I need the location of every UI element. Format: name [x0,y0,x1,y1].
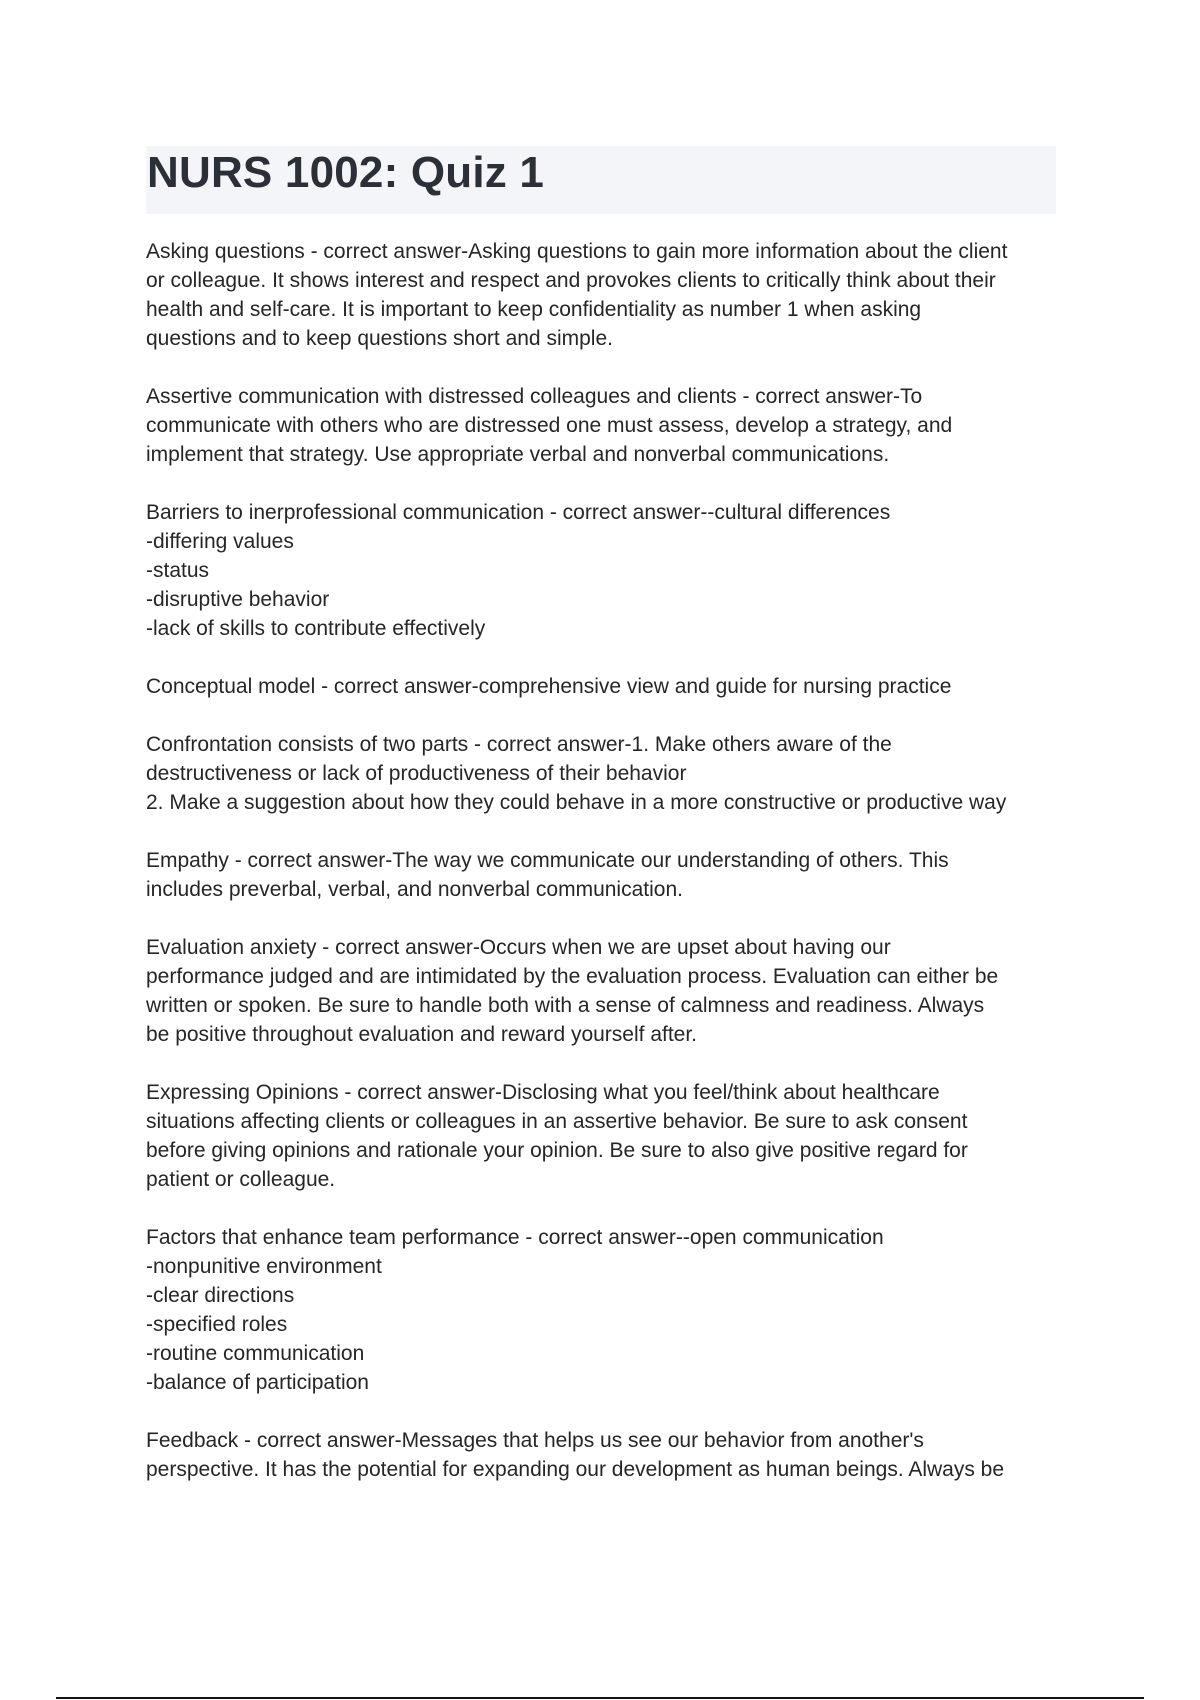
entry-line: Feedback - correct answer-Messages that helps us see our behavior from another's [146,1429,924,1452]
qa-entry-confrontation [146,730,1066,817]
entry-line: perspective. It has the potential for expanding our development as human beings. Always be [146,1458,1005,1481]
entry-line: -specified roles [146,1313,288,1336]
footer-divider [56,1697,1144,1699]
qa-entry-expressing-opinions [146,1078,1066,1194]
entry-line: patient or colleague. [146,1168,336,1191]
entry-line: communicate with others who are distressed one must assess, develop a strategy, and [146,414,953,437]
qa-entry-asking-questions [146,237,1066,353]
entry-line: questions and to keep questions short and simple. [146,327,613,350]
entry-line: destructiveness or lack of productiveness of their behavior [146,762,687,785]
entry-line: Factors that enhance team performance - correct answer--open communication [146,1226,884,1249]
entry-line: before giving opinions and rationale your opinion. Be sure to also give positive regard for [146,1139,968,1162]
entry-line: -clear directions [146,1284,295,1307]
entry-line: Asking questions - correct answer-Asking questions to gain more information about the client [146,240,1008,263]
qa-entry-evaluation-anxiety [146,933,1066,1049]
entry-line: health and self-care. It is important to keep confidentiality as number 1 when asking [146,298,922,321]
entry-line: Barriers to inerprofessional communication - correct answer--cultural differences [146,501,891,524]
qa-entry-barriers [146,498,1066,643]
qa-entry-feedback [146,1426,1066,1484]
entry-line: Empathy - correct answer-The way we communicate our understanding of others. This [146,849,949,872]
entry-line: 2. Make a suggestion about how they could behave in a more constructive or productive way [146,791,1007,814]
entry-line: Confrontation consists of two parts - correct answer-1. Make others aware of the [146,733,892,756]
entry-line: -routine communication [146,1342,365,1365]
entry-line: Assertive communication with distressed colleagues and clients - correct answer-To [146,385,923,408]
document-body [146,237,1066,1513]
entry-line: -status [146,559,210,582]
entry-line: -nonpunitive environment [146,1255,382,1278]
entry-line: or colleague. It shows interest and respect and provokes clients to critically think about their [146,269,996,292]
entry-line: -disruptive behavior [146,588,330,611]
qa-entry-conceptual-model [146,672,1066,701]
entry-line: -balance of participation [146,1371,369,1394]
entry-line: situations affecting clients or colleagues in an assertive behavior. Be sure to ask consent [146,1110,968,1133]
entry-line: implement that strategy. Use appropriate verbal and nonverbal communications. [146,443,890,466]
entry-line: be positive throughout evaluation and reward yourself after. [146,1023,698,1046]
entry-line: -lack of skills to contribute effectively [146,617,486,640]
entry-line: Expressing Opinions - correct answer-Disclosing what you feel/think about healthcare [146,1081,940,1104]
qa-entry-team-performance [146,1223,1066,1397]
entry-line: Evaluation anxiety - correct answer-Occurs when we are upset about having our [146,936,891,959]
entry-line: Conceptual model - correct answer-comprehensive view and guide for nursing practice [146,675,952,698]
entry-line: performance judged and are intimidated by the evaluation process. Evaluation can either be [146,965,999,988]
entry-line: written or spoken. Be sure to handle both with a sense of calmness and readiness. Always [146,994,985,1017]
qa-entry-empathy [146,846,1066,904]
document-title: NURS 1002: Quiz 1 [147,148,545,197]
entry-line: includes preverbal, verbal, and nonverbal communication. [146,878,683,901]
entry-line: -differing values [146,530,294,553]
qa-entry-assertive-communication [146,382,1066,469]
